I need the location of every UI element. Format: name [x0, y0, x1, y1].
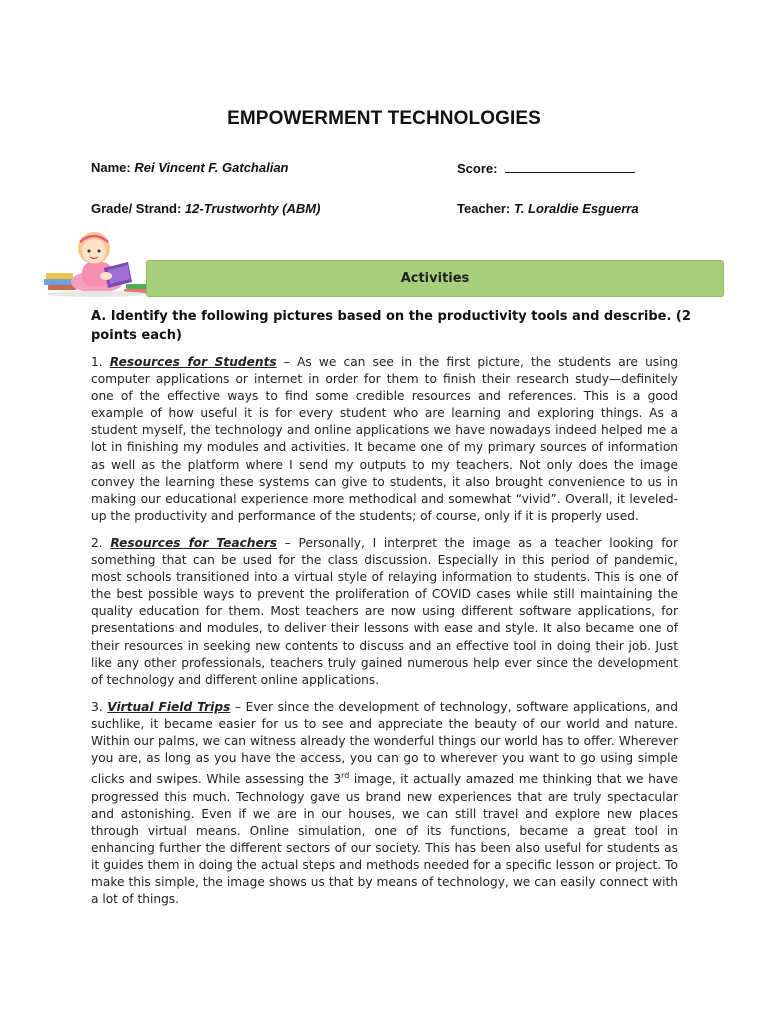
answer-text-part-2: image, it actually amazed me thinking that we have progressed this much. Technology gave us brand new experiences that are truly spectacular and astonishing. Even if we are in our houses, we can still travel and explore new places through virtual means. Online simulation, one of its functions, became a great tool in enhancing further the different sectors of our society. This has been also useful for students as it guides them in doing the actual steps and methods needed for a specific lesson or project. To make this simple, the image shows us that by means of technology, we can easily connect with a lot of things.	[91, 772, 678, 907]
grade-strand-field	[91, 201, 320, 216]
teacher-value: T. Loraldie Esguerra	[513, 201, 639, 216]
name-label: Name:	[91, 160, 131, 175]
answer-text-part-1: – Ever since the development of technology, software applications, and suchlike, it became easier for us to see and appreciate the beauty of our world and nature. Within our palms, we can witness already the wonderful things our world has to offer. Wherever you are, as long as you have the access, you can go to wherever you want to go using simple clicks and swipes. While assessing the 3	[91, 700, 678, 787]
answer-text: – As we can see in the first picture, the students are using computer applications or internet in order for them to finish their research study—definitely one of the effective ways to find some credible resources and references. This is a good example of how useful it is for every student who are learning and exploring things. As a student myself, the technology and online applications we have nowadays indeed helped me a lot in finishing my modules and activities. It became one of my primary sources of information as well as the platform where I send my outputs to my teachers. Not only does the image convey the learning these systems can give to students, it also brought convenience to us in making our educational experience more methodical and somewhat “vivid”. Overall, it leveled-up the productivity and performance of the students; of course, only if it is properly used.	[91, 355, 678, 523]
answer-1	[91, 354, 678, 525]
page-title: EMPOWERMENT TECHNOLOGIES	[227, 108, 541, 129]
answer-heading: Resources for Students	[109, 355, 277, 369]
answer-2	[91, 535, 678, 689]
grade-label: Grade/ Strand:	[91, 201, 182, 216]
teacher-label: Teacher:	[457, 201, 511, 216]
answer-heading: Virtual Field Trips	[107, 700, 231, 714]
answer-heading: Resources for Teachers	[110, 536, 278, 550]
question-a: A. Identify the following pictures based on the productivity tools and describe. (2 points each)	[91, 309, 691, 343]
name-field	[91, 160, 289, 175]
activities-banner	[146, 260, 724, 297]
activities-label: Activities	[400, 271, 470, 286]
grade-value: 12-Trustworhty (ABM)	[184, 201, 321, 216]
answer-3	[91, 699, 678, 908]
name-value: Rei Vincent F. Gatchalian	[134, 160, 289, 175]
answer-number: 2.	[91, 536, 103, 550]
answer-number: 1.	[91, 355, 103, 369]
score-field	[457, 160, 635, 176]
girl-reading-books-icon	[42, 224, 150, 298]
score-label: Score:	[457, 161, 498, 176]
answer-text: – Personally, I interpret the image as a teacher looking for something that can be used for the class discussion. Especially in this period of pandemic, most schools transitioned into a virtual style of relaying information to students. This is one of the best possible ways to prevent the proliferation of COVID cases while still maintaining the quality education for them. Most teachers are now using different software applications, for presentations and modules, to deliver their lessons with ease and style. It also became one of their resources in seeking new contents to discuss and an effective tool in doing their job. Just like any other professionals, teachers truly gained numerous help ever since the development of technology and different online applications.	[91, 536, 678, 687]
ordinal-superscript: rd	[341, 771, 350, 781]
teacher-field	[457, 201, 639, 216]
score-blank-line	[505, 160, 635, 173]
answer-number: 3.	[91, 700, 103, 714]
